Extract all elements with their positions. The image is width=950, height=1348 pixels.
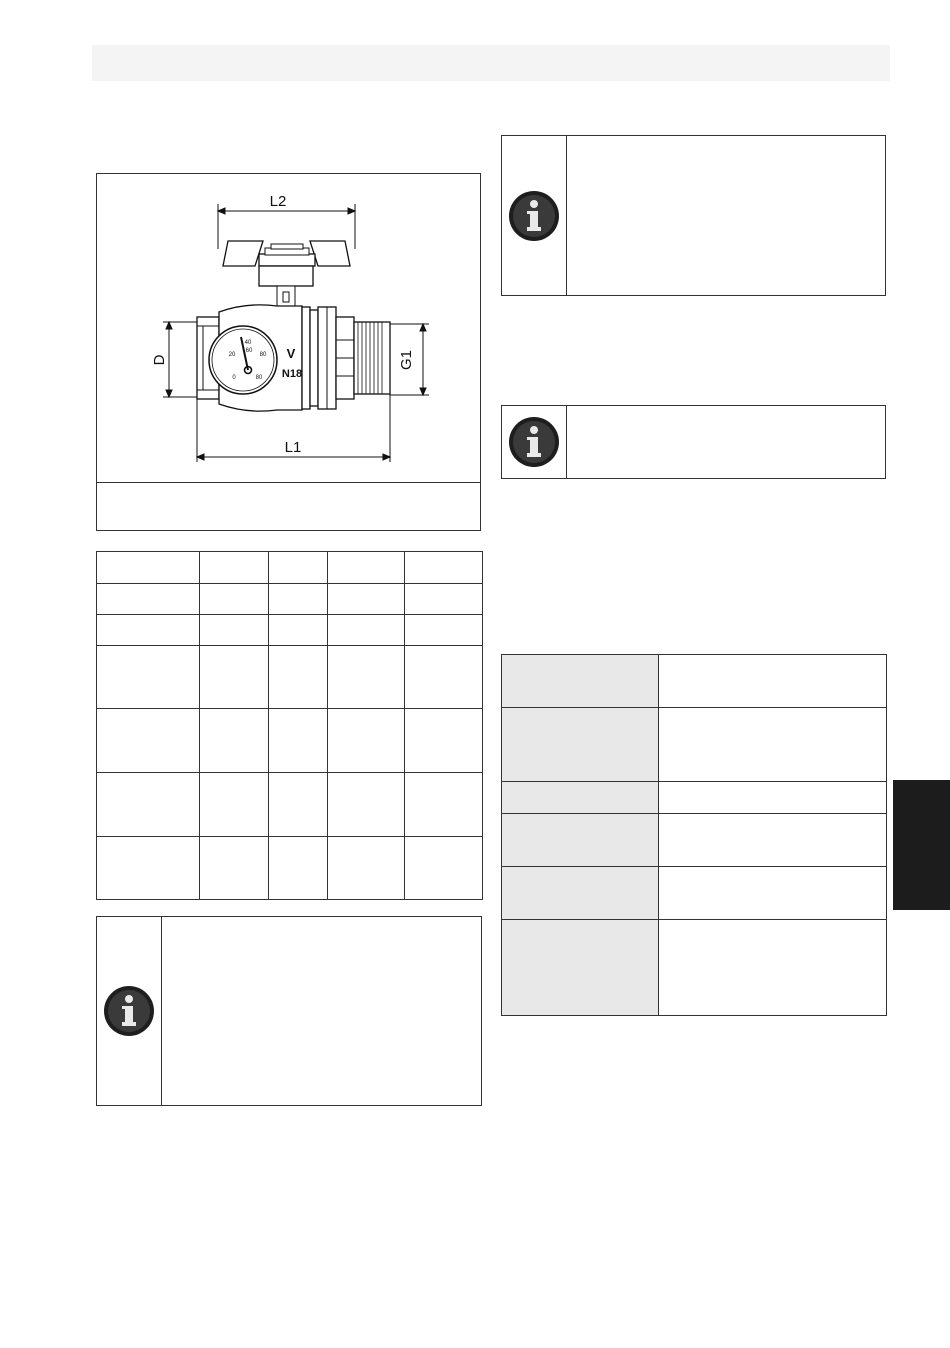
properties-table <box>501 654 887 1016</box>
property-value-cell <box>659 867 887 920</box>
info-icon <box>508 416 560 468</box>
body-mark-n: N18 <box>281 368 303 380</box>
gauge-tick: 80 <box>259 352 267 358</box>
property-value-cell <box>659 708 887 782</box>
gauge-tick: 80 <box>255 375 263 381</box>
section-tab <box>893 780 950 910</box>
property-value-cell <box>659 655 887 708</box>
table-row <box>502 655 887 708</box>
figure-box <box>96 173 481 531</box>
table-row <box>97 615 483 646</box>
info-note-box <box>96 916 482 1106</box>
info-icon <box>508 190 560 242</box>
table-row <box>97 552 483 584</box>
dim-l2-label: L2 <box>269 193 287 210</box>
property-value-cell <box>659 920 887 1016</box>
body-mark-v: V <box>286 346 296 361</box>
dim-l1-label: L1 <box>284 439 302 456</box>
table-row <box>97 584 483 615</box>
table-row <box>502 708 887 782</box>
property-label-cell <box>502 920 659 1016</box>
table-row <box>97 837 483 900</box>
gauge-tick: 60 <box>245 348 253 354</box>
gauge-tick: 20 <box>228 352 236 358</box>
info-note-box <box>501 135 886 296</box>
info-note-box <box>501 405 886 479</box>
info-icon <box>103 985 155 1037</box>
gauge-tick: 40 <box>244 340 252 346</box>
property-label-cell <box>502 708 659 782</box>
dimensions-table <box>96 551 483 900</box>
valve-drawing <box>97 174 480 482</box>
property-label-cell <box>502 814 659 867</box>
info-note-text <box>567 406 885 478</box>
table-row <box>502 782 887 814</box>
dim-d-label: D <box>151 354 168 366</box>
table-row <box>97 709 483 773</box>
property-label-cell <box>502 867 659 920</box>
property-label-cell <box>502 655 659 708</box>
table-row <box>502 867 887 920</box>
info-note-text <box>567 136 885 295</box>
table-row <box>97 646 483 709</box>
table-row <box>502 920 887 1016</box>
dim-g1-label: G1 <box>398 349 415 371</box>
table-row <box>502 814 887 867</box>
figure-caption <box>97 482 480 531</box>
property-value-cell <box>659 782 887 814</box>
header-band <box>92 45 890 81</box>
property-label-cell <box>502 782 659 814</box>
info-note-text <box>162 917 481 1105</box>
gauge-tick: 0 <box>232 375 236 381</box>
property-value-cell <box>659 814 887 867</box>
table-row <box>97 773 483 837</box>
